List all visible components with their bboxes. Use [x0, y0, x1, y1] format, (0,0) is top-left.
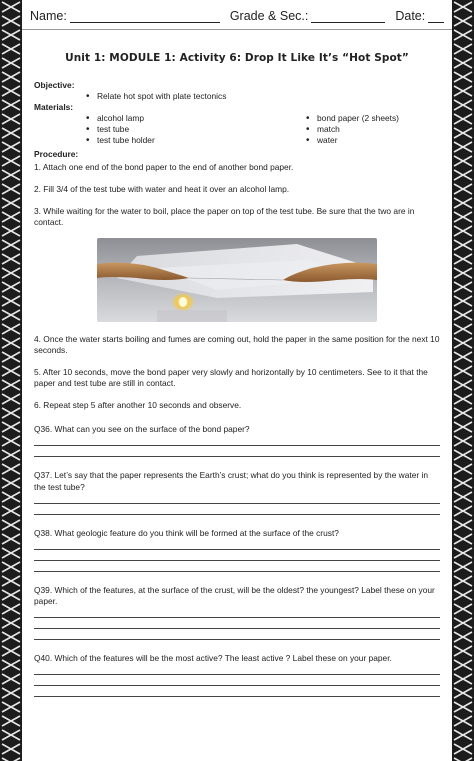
- answer-line[interactable]: [34, 607, 440, 618]
- question-block: [34, 585, 440, 640]
- answer-line[interactable]: [34, 618, 440, 629]
- question-block: [34, 470, 440, 514]
- name-label: Name:: [30, 9, 67, 23]
- grade-section-label: Grade & Sec.:: [229, 9, 309, 23]
- worksheet-page: [22, 30, 452, 761]
- question-text: Q37. Let’s say that the paper represents the Earth’s crust; what do you think is represented by the water in the test tube?: [34, 470, 429, 492]
- question-text: Q40. Which of the features will be the most active? The least active ? Label these on your paper.: [34, 652, 392, 663]
- material-item: • bond paper (2 sheets): [306, 113, 399, 124]
- answer-line[interactable]: [34, 493, 440, 504]
- material-item: • test tube holder: [86, 135, 306, 146]
- experiment-photo: [97, 238, 377, 322]
- materials-label: Materials:: [34, 102, 74, 113]
- material-item: • match: [306, 124, 399, 135]
- procedure-step-4: 4. Once the water starts boiling and fumes are coming out, hold the paper in the same position for the next 10 seconds.: [34, 333, 440, 355]
- border-pattern-right: [452, 0, 474, 761]
- question-block: [34, 653, 440, 697]
- objective-list: [86, 91, 440, 102]
- answer-line[interactable]: [34, 686, 440, 697]
- answer-line[interactable]: [34, 629, 440, 640]
- procedure-label: Procedure:: [34, 149, 79, 160]
- question-text: Q38. What geologic feature do you think will be formed at the surface of the crust?: [34, 527, 339, 538]
- objective-label: Objective:: [34, 79, 75, 90]
- answer-line[interactable]: [34, 550, 440, 561]
- question-block: [34, 424, 440, 457]
- material-item: • alcohol lamp: [86, 113, 306, 124]
- answer-line[interactable]: [34, 435, 440, 446]
- grade-section-field-line[interactable]: [311, 10, 385, 23]
- experiment-photo-container: [34, 238, 440, 322]
- question-text: Q39. Which of the features, at the surface of the crust, will be the oldest? the youngest? Label these on your paper.: [34, 584, 435, 606]
- name-field-line[interactable]: [70, 10, 220, 23]
- answer-line[interactable]: [34, 504, 440, 515]
- procedure-step-5: 5. After 10 seconds, move the bond paper very slowly and horizontally by 10 centimeters. See to it that the paper and test tube are still in contact.: [34, 367, 428, 389]
- procedure-step-3: 3. While waiting for the water to boil, place the paper on top of the test tube. Be sure that the two are in contact.: [34, 205, 415, 227]
- answer-line[interactable]: [34, 446, 440, 457]
- procedure-step-6: 6. Repeat step 5 after another 10 seconds and observe.: [34, 400, 242, 411]
- procedure-step-2: 2. Fill 3/4 of the test tube with water and heat it over an alcohol lamp.: [34, 183, 290, 194]
- border-pattern-left: [0, 0, 22, 761]
- date-field-line[interactable]: [428, 10, 444, 23]
- decorative-border-left: [0, 0, 22, 761]
- answer-line[interactable]: [34, 561, 440, 572]
- question-text: Q36. What can you see on the surface of the bond paper?: [34, 424, 250, 435]
- material-item: • test tube: [86, 124, 306, 135]
- date-label: Date:: [395, 9, 426, 23]
- worksheet-header: [22, 0, 452, 30]
- answer-line[interactable]: [34, 675, 440, 686]
- materials-column-1: [86, 113, 306, 146]
- answer-line[interactable]: [34, 664, 440, 675]
- question-block: [34, 528, 440, 572]
- procedure-step-1: 1. Attach one end of the bond paper to the end of another bond paper.: [34, 161, 294, 172]
- materials-list: [86, 113, 440, 146]
- materials-column-2: [306, 113, 399, 146]
- objective-item: • Relate hot spot with plate tectonics: [86, 91, 440, 102]
- answer-line[interactable]: [34, 539, 440, 550]
- questions-section: [34, 424, 440, 697]
- activity-title: Unit 1: MODULE 1: Activity 6: Drop It Like It’s “Hot Spot”: [65, 52, 409, 64]
- material-item: • water: [306, 135, 399, 146]
- decorative-border-right: [452, 0, 474, 761]
